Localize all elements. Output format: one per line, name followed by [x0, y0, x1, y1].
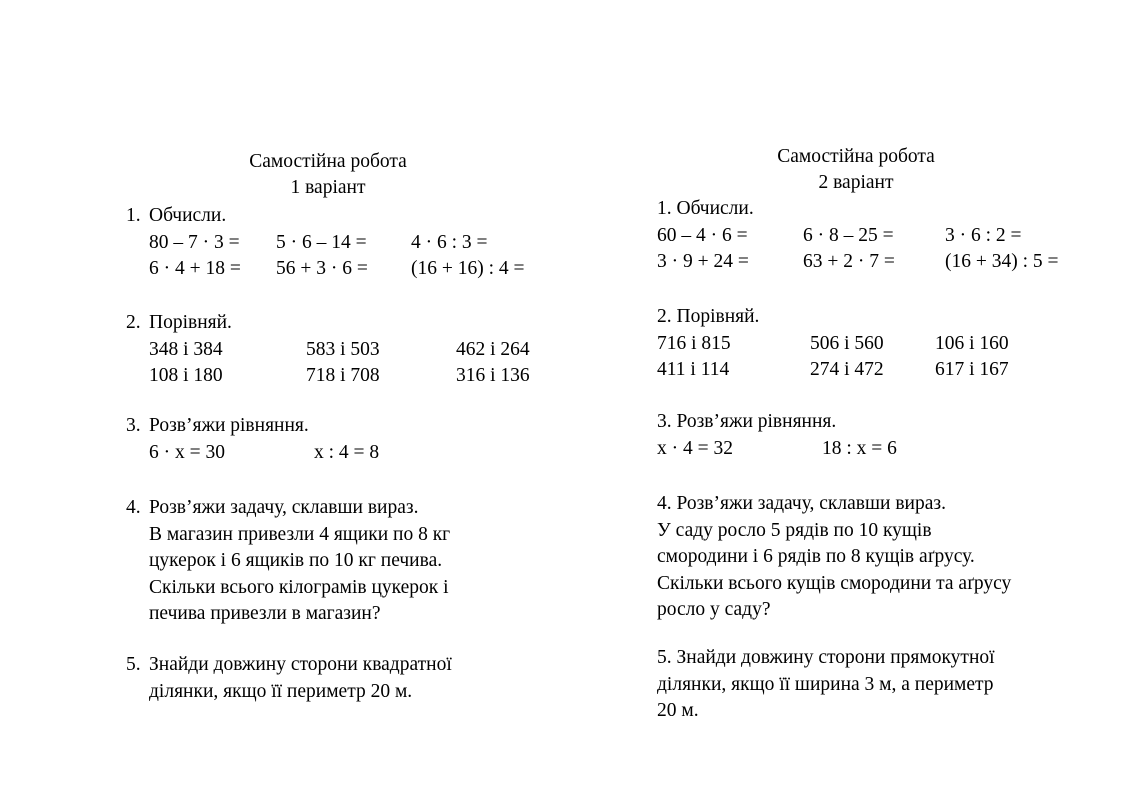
task-4-text-line: Скільки всього кілограмів цукерок і [149, 576, 449, 598]
task-5-text-line: ділянки, якщо її ширина 3 м, а периметр [657, 673, 994, 695]
expression: 6 · 4 + 18 = [149, 258, 241, 279]
task-1-row [149, 256, 525, 283]
variant-1-column [126, 0, 596, 794]
worksheet-title: Самостійна робота [777, 146, 935, 167]
task-1-heading [126, 203, 227, 230]
task-1-title: Обчисли. [149, 205, 227, 226]
task-5-title: Знайди довжину сторони прямокутної [676, 647, 995, 668]
task-4-title: Розв’яжи задачу, склавши вираз. [676, 493, 946, 514]
equation: х · 4 = 32 [657, 437, 733, 459]
task-3-row [657, 436, 897, 463]
task-1-row [657, 223, 1022, 250]
expression: 63 + 2 · 7 = [803, 251, 895, 272]
task-3-row [149, 440, 380, 467]
task-4-text-line: росло у саду? [657, 599, 771, 620]
task-3-title: Розв’яжи рівняння. [149, 415, 309, 436]
worksheet-title: Самостійна робота [249, 151, 407, 172]
task-5-text-line: 20 м. [657, 700, 699, 721]
task-2-heading [126, 310, 232, 337]
comparison-pair: 316 і 136 [456, 365, 530, 386]
variant-label: 1 варіант [290, 177, 366, 198]
expression: 60 – 4 · 6 = [657, 224, 748, 246]
task-2-row [149, 363, 530, 390]
comparison-pair: 348 і 384 [149, 338, 223, 360]
task-1-heading [657, 196, 754, 223]
comparison-pair: 106 і 160 [935, 332, 1009, 354]
task-5-text-line: ділянки, якщо її периметр 20 м. [149, 680, 413, 702]
task-5-number: 5. [126, 654, 141, 675]
expression: 3 · 6 : 2 = [945, 224, 1022, 246]
task-1 [126, 203, 525, 283]
task-4-number: 4. [657, 493, 672, 514]
task-4-text-line: В магазин привезли 4 ящики по 8 кг [149, 523, 451, 545]
task-1-number: 1. [657, 198, 672, 219]
task-3-number: 3. [657, 411, 672, 432]
comparison-pair: 716 і 815 [657, 332, 731, 354]
task-4-number: 4. [126, 497, 141, 518]
task-4-heading [657, 491, 1011, 518]
variant-2-heading [657, 144, 1055, 196]
task-5 [657, 645, 995, 725]
task-5 [126, 652, 452, 705]
comparison-pair: 274 і 472 [810, 359, 884, 380]
comparison-pair: 718 і 708 [306, 365, 380, 386]
task-5-heading [657, 645, 995, 672]
task-5-heading [126, 652, 452, 679]
variant-label: 2 варіант [818, 172, 894, 193]
task-2-number: 2. [657, 306, 672, 327]
task-3-number: 3. [126, 415, 141, 436]
task-4-heading [126, 495, 450, 522]
task-5-title: Знайди довжину сторони квадратної [149, 654, 452, 675]
variant-1-heading [126, 149, 530, 201]
expression: 80 – 7 · 3 = [149, 231, 240, 253]
task-3-heading [657, 409, 836, 436]
task-1-number: 1. [126, 205, 141, 226]
task-4-text-line: У саду росло 5 рядів по 10 кущів [657, 519, 932, 541]
task-2-row [657, 357, 1009, 384]
task-4-text-line: смородини і 6 рядів по 8 кущів аґрусу. [657, 546, 975, 567]
task-2-row [149, 337, 530, 364]
task-4-text-line: печива привезли в магазин? [149, 603, 381, 624]
task-3-heading [126, 413, 309, 440]
equation: 18 : х = 6 [822, 437, 897, 459]
task-4-text-line: цукерок і 6 ящиків по 10 кг печива. [149, 550, 443, 571]
equation: 6 · х = 30 [149, 441, 225, 463]
expression: 6 · 8 – 25 = [803, 224, 894, 246]
expression: 5 · 6 – 14 = [276, 231, 367, 253]
expression: 4 · 6 : 3 = [411, 231, 488, 253]
task-1 [657, 196, 1059, 276]
expression: 56 + 3 · 6 = [276, 258, 368, 279]
task-2-row [657, 331, 1009, 358]
task-1-row [657, 249, 1059, 276]
task-4-title: Розв’яжи задачу, склавши вираз. [149, 497, 419, 518]
expression: 3 · 9 + 24 = [657, 251, 749, 272]
comparison-pair: 617 і 167 [935, 359, 1009, 380]
comparison-pair: 583 і 503 [306, 338, 380, 360]
task-4-text-line: Скільки всього кущів смородини та аґрусу [657, 572, 1012, 594]
task-3-title: Розв’яжи рівняння. [676, 411, 837, 432]
comparison-pair: 108 і 180 [149, 365, 223, 386]
comparison-pair: 462 і 264 [456, 338, 530, 360]
comparison-pair: 506 і 560 [810, 332, 884, 354]
variant-2-column [657, 0, 1077, 794]
task-3 [126, 413, 380, 466]
task-2 [657, 304, 1009, 384]
task-3 [657, 409, 897, 462]
comparison-pair: 411 і 114 [657, 359, 730, 380]
task-2 [126, 310, 530, 390]
task-2-title: Порівняй. [676, 306, 760, 327]
task-5-number: 5. [657, 647, 672, 668]
expression: (16 + 16) : 4 = [411, 258, 525, 279]
task-4 [657, 491, 1011, 624]
expression: (16 + 34) : 5 = [945, 251, 1059, 272]
task-2-title: Порівняй. [149, 312, 232, 333]
task-1-title: Обчисли. [676, 198, 754, 219]
equation: х : 4 = 8 [314, 441, 380, 463]
task-2-number: 2. [126, 312, 141, 333]
task-1-row [149, 230, 488, 257]
task-2-heading [657, 304, 759, 331]
task-4 [126, 495, 450, 628]
